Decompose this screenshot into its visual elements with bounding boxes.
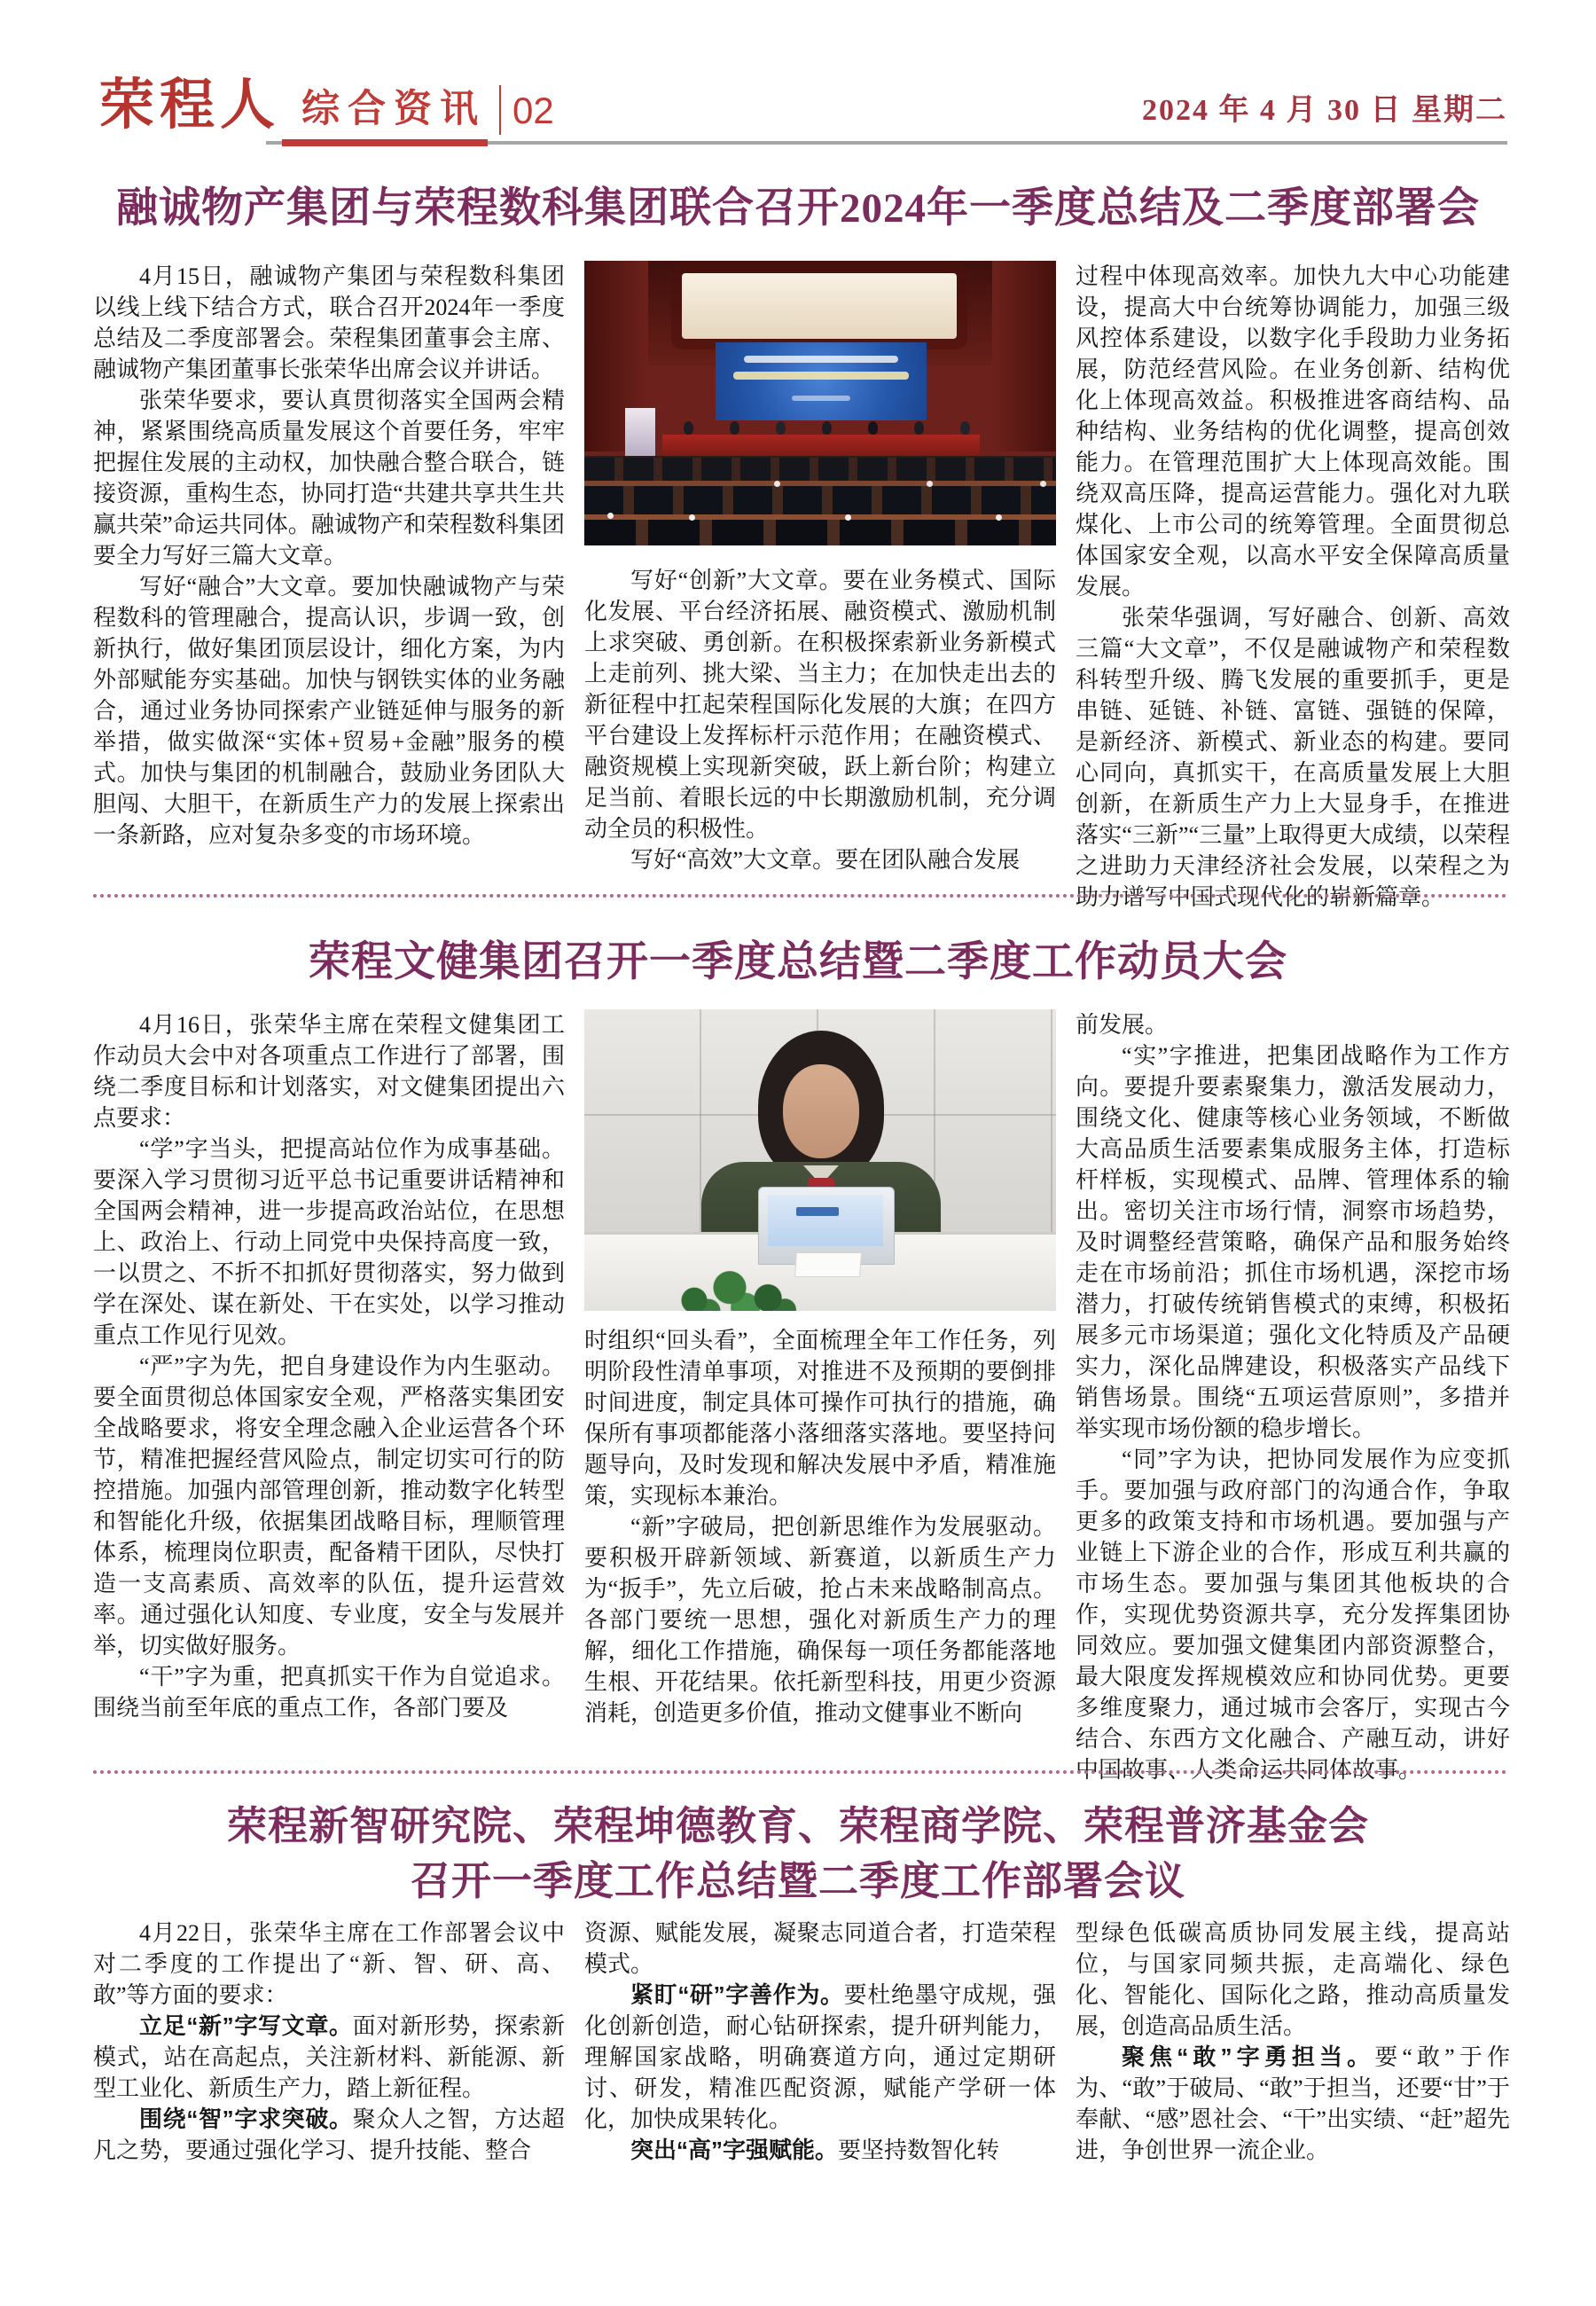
article1-column-3 — [1076, 261, 1510, 913]
article3-title-line1: 荣程新智研究院、荣程坤德教育、荣程商学院、荣程普济基金会 — [226, 1804, 1369, 1848]
uniformed-speaker-at-desk-photo — [584, 1009, 1056, 1311]
article2-column-2 — [584, 1009, 1056, 1729]
body-paragraph — [93, 2104, 565, 2166]
tea-cups — [607, 513, 614, 519]
head-table-speakers — [684, 421, 693, 435]
body-paragraph: “同”字为诀，把协同发展作为应变抓手。要加强与政府部门的沟通合作，争取更多的政策支持和市场机遇。要加强与产业链上下游企业的合作，形成互利共赢的市场生态。要加强与集团其他板块的合作，实现优势资源共享，充分发挥集团协同效应。要加强文健集团内部资源整合，最大限度发挥规模效应和协同优势。更要多维度聚力，通过城市会客厅，实现古今结合、东西方文化融合、产融互动，讲好中国故事、人类命运共同体故事。 — [1076, 1447, 1510, 1783]
hall-right-pillar — [992, 261, 1056, 451]
article3-column-1 — [93, 1918, 565, 2166]
head-table — [662, 435, 980, 456]
article3-column-2 — [584, 1918, 1056, 2166]
body-paragraph: 写好“高效”大文章。要在团队融合发展 — [630, 847, 1021, 873]
paragraph-text: 要“敢”于作为、“敢”于破局、“敢”于担当，还要“甘”于奉献、“感”恩社会、“干”出实绩、“赶”超先进，争创世界一流企业。 — [1076, 2044, 1510, 2163]
article3-title-line2: 召开一季度工作总结暨二季度工作部署会议 — [410, 1859, 1185, 1903]
section-label: 综合资讯 — [301, 88, 486, 130]
body-paragraph — [584, 1980, 1056, 2135]
body-paragraph-continuation: 前发展。 — [1076, 1012, 1169, 1038]
article2-title: 荣程文健集团召开一季度总结暨二季度工作动员大会 — [309, 939, 1287, 985]
paragraph-bold-lead: 紧盯“研”字善作为。 — [630, 1981, 844, 2008]
paragraph-bold-lead: 聚焦“敢”字勇担当。 — [1122, 2043, 1375, 2070]
article1-column-1 — [93, 261, 565, 851]
speaker-face — [783, 1064, 859, 1158]
body-paragraph — [93, 2011, 565, 2104]
article1-title: 融诚物产集团与荣程数科集团联合召开2024年一季度总结及二季度部署会 — [116, 185, 1480, 231]
body-paragraph-continuation: 过程中体现高效率。加快九大中心功能建设，提高大中台统筹协调能力，加强三级风控体系建设，以数字化手段助力业务拓展，防范经营风险。在业务创新、结构优化上体现高效益。积极推进客商结构、品种结构、业务结构的优化调整，提高创效能力。在管理范围扩大上体现高效能。围绕双高压降，提高运营能力。强化对九联煤化、上市公司的统筹管理。全面贯彻总体国家安全观，以高水平安全保障高质量发展。 — [1076, 263, 1510, 600]
body-paragraph-continuation: 时组织“回头看”，全面梳理全年工作任务，列明阶段性清单事项，对推进不及预期的要倒排时间进度，制定具体可操作可执行的措施，确保所有事项都能落小落细落实落地。要坚持问题导向，及时发现和解决发展中矛盾，精准施策，实现标本兼治。 — [584, 1328, 1056, 1509]
body-paragraph: 张荣华强调，写好融合、创新、高效三篇“大文章”，不仅是融诚物产和荣程数科转型升级、腾飞发展的重要抓手，更是串链、延链、补链、富链、强链的保障，是新经济、新模式、新业态的构建。要同心同向，真抓实干，在高质量发展上大胆创新，在新质生产力上大显身手，在推进落实“三新”“三量”上取得更大成绩，以荣程之进助力天津经济社会发展，以荣程之为助力谱写中国式现代化的崭新篇章。 — [1076, 605, 1510, 910]
body-paragraph: 4月16日，张荣华主席在荣程文健集团工作动员大会中对各项重点工作进行了部署，围绕二季度目标和计划落实，对文健集团提出六点要求： — [93, 1012, 565, 1131]
audience-chair-row — [584, 520, 1056, 545]
paragraph-bold-lead: 围绕“智”字求突破。 — [139, 2106, 353, 2132]
article-divider — [93, 894, 1507, 898]
body-paragraph: 张荣华要求，要认真贯彻落实全国两会精神，紧紧围绕高质量发展这个首要任务，牢牢把握住发展的主动权，加快融合整合联合，链接资源，重构生态，协同打造“共建共享共生共赢共荣”命运共同体。融诚物产和荣程数科集团要全力写好三篇大文章。 — [93, 388, 565, 569]
green-plant — [666, 1259, 808, 1311]
laptop-screen-logo — [796, 1207, 839, 1216]
article2-column-1 — [93, 1009, 565, 1723]
ceiling-light-panel — [682, 273, 957, 339]
body-paragraph: “新”字破局，把创新思维作为发展驱动。要积极开辟新领域、新赛道，以新质生产力为“扳手”，先立后破，抢占未来战略制高点。各部门要统一思想，强化对新质生产力的理解，细化工作措施，确保每一项任务都能落地生根、开花结果。依托新型科技，用更少资源消耗，创造更多价值，推动文健事业不断向 — [584, 1514, 1056, 1726]
issue-date: 2024 年 4 月 30 日 星期二 — [1142, 94, 1507, 127]
header-rule-red — [282, 139, 488, 146]
body-paragraph — [584, 2135, 1056, 2166]
audience-chair-row — [584, 458, 1056, 481]
paragraph-text: 面对新形势，探索新模式，站在高起点，关注新材料、新能源、新型工业化、新质生产力，踏上新征程。 — [93, 2013, 565, 2101]
section-divider-line — [499, 85, 501, 135]
paragraph-text: 聚众人之智，方达超凡之势，要通过强化学习、提升技能、整合 — [93, 2106, 565, 2163]
paragraph-bold-lead: 立足“新”字写文章。 — [139, 2012, 353, 2039]
laptop-screen — [768, 1195, 883, 1246]
body-paragraph: 4月15日，融诚物产集团与荣程数科集团以线上线下结合方式，联合召开2024年一季度总结及二季度部署会。荣程集团董事会主席、融诚物产集团董事长张荣华出席会议并讲话。 — [93, 263, 565, 382]
masthead-logo: 荣程人 — [99, 75, 281, 136]
body-paragraph-continuation: 型绿色低碳高质协同发展主线，提高站位，与国家同频共振，走高端化、绿色化、智能化、国际化之路，推动高质量发展，创造高品质生活。 — [1076, 1920, 1510, 2039]
stage-podium — [625, 408, 655, 456]
body-paragraph-continuation: 资源、赋能发展，凝聚志同道合者，打造荣程模式。 — [584, 1920, 1056, 1977]
screen-text-line — [744, 356, 898, 363]
body-paragraph — [1076, 2042, 1510, 2166]
body-paragraph: 写好“创新”大文章。要在业务模式、国际化发展、平台经济拓展、融资模式、激励机制上求突破、勇创新。在积极探索新业务新模式上走前列、挑大梁、当主力；在加快走出去的新征程中扛起荣程国际化发展的大旗；在四方平台建设上发挥标杆示范作用；在融资模式、融资规模上实现新突破，跃上新台阶；构建立足当前、着眼长远的中长期激励机制，充分调动全员的积极性。 — [584, 568, 1056, 842]
body-paragraph: “学”字当头，把提高站位作为成事基础。要深入学习贯彻习近平总书记重要讲话精神和全国两会精神，进一步提高政治站位，在思想上、政治上、行动上同党中央保持高度一致，一以贯之、不折不扣抓好贯彻落实，努力做到学在深处、谋在新处、干在实处，以学习推动重点工作见行见效。 — [93, 1136, 565, 1348]
body-paragraph: 4月22日，张荣华主席在工作部署会议中对二季度的工作提出了“新、智、研、高、敢”等方面的要求： — [93, 1920, 565, 2008]
body-paragraph: “严”字为先，把自身建设作为内生驱动。要全面贯彻总体国家安全观，严格落实集团安全战略要求，将安全理念融入企业运营各个环节，精准把握经营风险点，制定切实可行的防控措施。加强内部管理创新，推动数字化转型和智能化升级，依据集团战略目标，理顺管理体系，梳理岗位职责，配备精干团队，尽快打造一支高素质、高效率的队伍，提升运营效率。通过强化认知度、专业度，安全与发展并举，切实做好服务。 — [93, 1353, 565, 1659]
paragraph-bold-lead: 突出“高”字强赋能。 — [630, 2137, 839, 2163]
article-divider — [93, 1770, 1507, 1774]
audience-chair-row — [584, 486, 1056, 514]
body-paragraph: 写好“融合”大文章。要加快融诚物产与荣程数科的管理融合，提高认识，步调一致，创新执行，做好集团顶层设计，细化方案，为内外部赋能夯实基础。加快与钢铁实体的业务融合，通过业务协同探索产业链延伸与服务的新举措，做实做深“实体+贸易+金融”服务的模式。加快与集团的机制融合，鼓励业务团队大胆闯、大胆干，在新质生产力的发展上探索出一条新路，应对复杂多变的市场环境。 — [93, 574, 565, 848]
screen-text-line — [733, 372, 909, 380]
stage-led-screen — [716, 342, 927, 420]
page-number: 02 — [512, 90, 554, 131]
article1-column-2 — [584, 261, 1056, 875]
article2-column-3 — [1076, 1009, 1510, 1785]
screen-text-line — [792, 396, 850, 401]
paragraph-text: 要杜绝墨守成规，强化创新创造，耐心钻研探索，提升研判能力，理解国家战略，明确赛道方向，通过定期研讨、研发，精准匹配资源，赋能产学研一体化，加快成果转化。 — [584, 1982, 1056, 2132]
body-paragraph: “实”字推进，把集团战略作为工作方向。要提升要素聚集力，激活发展动力，围绕文化、健康等核心业务领域，不断做大高品质生活要素集成服务主体，打造标杆样板，实现模式、品牌、管理体系的输出。密切关注市场行情，洞察市场趋势，及时调整经营策略，确保产品和服务始终走在市场前沿；抓住市场机遇，深挖市场潜力，打破传统销售模式的束缚，积极拓展多元市场渠道；强化文化特质及产品硬实力，深化品牌建设，积极落实产品线下销售场景。围绕“五项运营原则”，多措并举实现市场份额的稳步增长。 — [1076, 1043, 1510, 1441]
paragraph-text: 要坚持数智化转 — [838, 2137, 1000, 2163]
conference-hall-meeting-photo — [584, 261, 1056, 545]
article3-column-3 — [1076, 1918, 1510, 2166]
body-paragraph: “干”字为重，把真抓实干作为自觉追求。围绕当前至年底的重点工作，各部门要及 — [93, 1664, 565, 1721]
